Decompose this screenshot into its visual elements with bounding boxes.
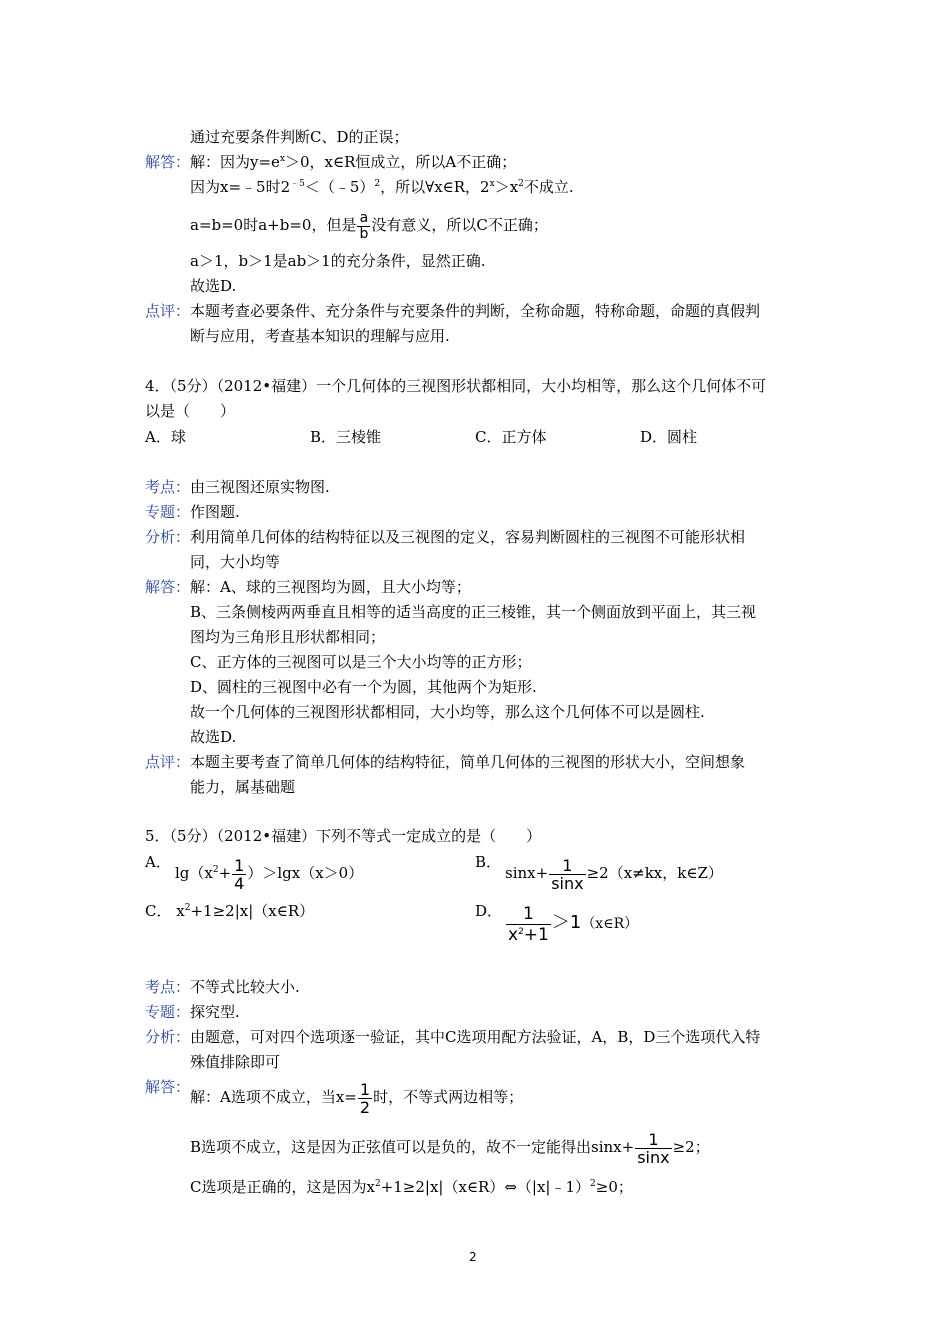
- q5-option-a: $\lg(x^2+$ $\frac{1}{4}$ ）＞lgx（x＞0）: [175, 855, 364, 893]
- q3-solution-line-1: 解：因为$y=e^x>0$，x∈R恒成立，所以A不正确；: [190, 153, 517, 171]
- fraction-one-over-sinx: $\frac{1}{\sin x}$: [551, 855, 584, 893]
- q5-kaodian-label: 考点：: [145, 978, 191, 996]
- q4-kaodian-label: 考点：: [145, 478, 191, 496]
- q4-comment-line-2: 能力，属基础题: [190, 778, 296, 796]
- q4-solution-line: D、圆柱的三视图中必有一个为圆，其他两个为矩形.: [190, 678, 537, 696]
- q4-zhuanti: 作图题.: [190, 503, 240, 521]
- q4-solution-line: 故选D.: [190, 728, 237, 746]
- q5-zhuanti: 探究型.: [190, 1003, 240, 1021]
- q5-solution-label: 解答：: [145, 1078, 191, 1096]
- q4-option-c: C．正方体: [475, 428, 547, 446]
- q5-option-d: $\frac{1}{x^2+1}$ ＞1（x∈R）: [508, 903, 639, 945]
- q5-solution-line-1: 解：A选项不成立，当x= $\frac{1}{2}$ 时，不等式两边相等；: [190, 1079, 524, 1117]
- fraction-one-over-x-squared-plus-one: $\frac{1}{x^2+1}$: [508, 903, 549, 945]
- fraction-one-half: $\frac{1}{2}$: [359, 1079, 371, 1117]
- q4-zhuanti-label: 专题：: [145, 503, 191, 521]
- q4-solution-line: B、三条侧棱两两垂直且相等的适当高度的正三棱锥，其一个侧面放到平面上，其三视: [190, 603, 757, 621]
- fraction-a-over-b: $\frac{a}{b}$: [359, 209, 369, 242]
- q4-solution-line: C、正方体的三视图可以是三个大小均等的正方形；: [190, 653, 532, 671]
- q4-solution-line: 图均为三角形且形状都相同；: [190, 628, 386, 646]
- fraction-one-over-sinx: $\frac{1}{\sin x}$: [637, 1129, 670, 1167]
- q5-solution-line-3: C选项是正确的，这是因为$x^2+1\ge 2|x|(x\in R)\Leftrightarrow(|x|﹣1)^2\ge 0$；: [190, 1178, 633, 1196]
- fraction-one-quarter: $\frac{1}{4}$: [234, 855, 245, 893]
- q4-fenxi-label: 分析：: [145, 528, 191, 546]
- q3-comment-line-1: 本题考查必要条件、充分条件与充要条件的判断，全称命题，特称命题，命题的真假判: [190, 302, 761, 320]
- q4-solution-line: 故一个几何体的三视图形状都相同，大小均等，那么这个几何体不可以是圆柱.: [190, 703, 705, 721]
- q5-option-b-label: B．: [475, 853, 502, 871]
- q4-option-b: B．三棱锥: [310, 428, 382, 446]
- q3-comment-label: 点评：: [145, 302, 191, 320]
- q4-comment-line-1: 本题主要考查了简单几何体的结构特征，简单几何体的三视图的形状大小，空间想象: [190, 753, 746, 771]
- q4-fenxi-line-2: 同，大小均等: [190, 553, 281, 571]
- q5-solution-line-2: B选项不成立，这是因为正弦值可以是负的，故不一定能得出sinx+ $\frac{1}{\sin x}$ ≥2；: [190, 1129, 710, 1167]
- q3-solution-label: 解答：: [145, 153, 191, 171]
- q4-option-d: D．圆柱: [640, 428, 698, 446]
- q3-solution-line-2: 因为x=﹣5时$2^{﹣5}<(﹣5)^2$，所以∀x∈R，$2^x>x^2$不成立.: [190, 178, 574, 196]
- page-number: 2: [469, 1250, 477, 1264]
- q3-solution-line-4: a＞1，b＞1是ab＞1的充分条件，显然正确.: [190, 252, 486, 270]
- q5-option-b: sinx+ $\frac{1}{\sin x}$ ≥2（x≠kx，k∈Z）: [505, 855, 723, 893]
- q3-solution-line-5: 故选D.: [190, 277, 237, 295]
- q4-stem-line-1: 4．（5分）（2012•福建）一个几何体的三视图形状都相同，大小均相等，那么这个几何体不可: [145, 377, 767, 395]
- q5-fenxi-line-1: 由题意，可对四个选项逐一验证，其中C选项用配方法验证，A，B，D三个选项代入特: [190, 1028, 761, 1046]
- q5-kaodian: 不等式比较大小.: [190, 978, 300, 996]
- q3-analysis-continuation: 通过充要条件判断C、D的正误；: [190, 128, 409, 146]
- q4-comment-label: 点评：: [145, 753, 191, 771]
- q5-option-a-label: A．: [145, 853, 171, 871]
- q4-kaodian: 由三视图还原实物图.: [190, 478, 330, 496]
- q4-solution-label: 解答：: [145, 578, 191, 596]
- q5-option-c: C． $x^2+1\ge 2|x|(x\in R)$: [145, 902, 315, 920]
- q4-stem-line-2: 以是（ ）: [145, 402, 236, 420]
- q3-solution-line-3: a=b=0时a+b=0，但是 $\frac{a}{b}$ 没有意义，所以C不正确；: [190, 209, 548, 242]
- q4-solution-line: 解：A、球的三视图均为圆，且大小均等；: [190, 578, 471, 596]
- q5-zhuanti-label: 专题：: [145, 1003, 191, 1021]
- q4-option-a: A．球: [145, 428, 186, 446]
- q5-fenxi-line-2: 殊值排除即可: [190, 1053, 281, 1071]
- q5-option-d-label: D．: [475, 902, 503, 920]
- q5-fenxi-label: 分析：: [145, 1028, 191, 1046]
- q4-fenxi-line-1: 利用简单几何体的结构特征以及三视图的定义，容易判断圆柱的三视图不可能形状相: [190, 528, 746, 546]
- q3-comment-line-2: 断与应用，考查基本知识的理解与应用.: [190, 327, 450, 345]
- q5-stem: 5．（5分）（2012•福建）下列不等式一定成立的是（ ）: [145, 827, 542, 845]
